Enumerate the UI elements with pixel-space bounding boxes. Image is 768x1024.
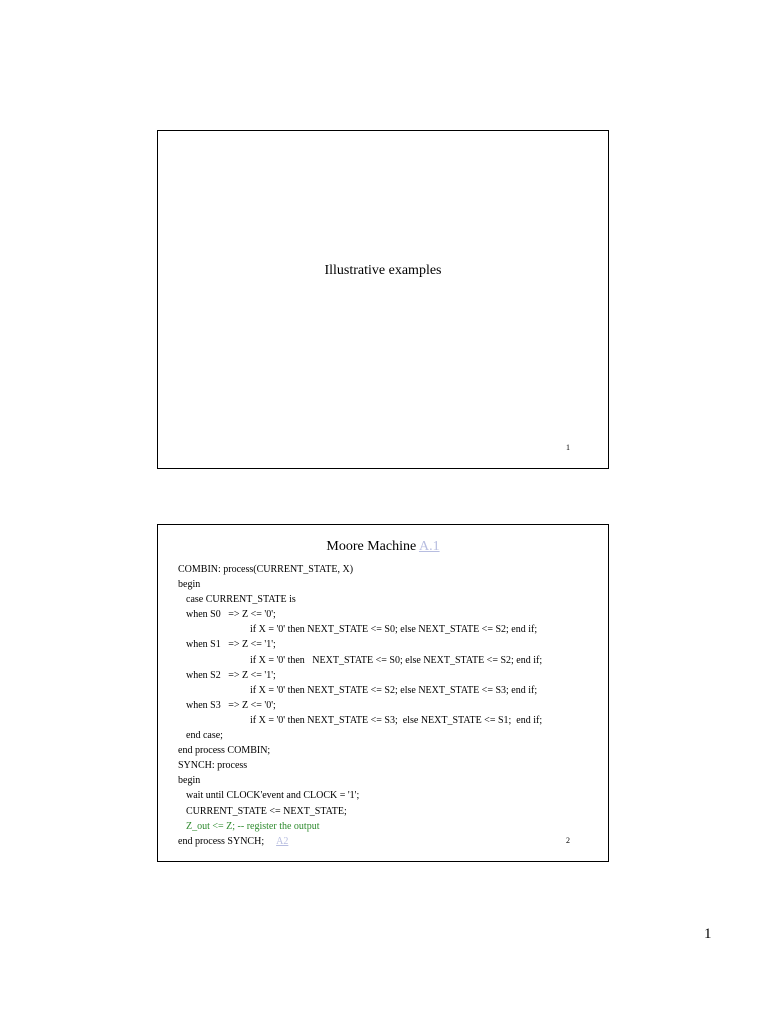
code-line-text: if X = '0' then NEXT_STATE <= S2; else NEXT_STATE <= S3; end if; — [250, 684, 538, 696]
code-line-text: COMBIN: process(CURRENT_STATE, X) — [178, 564, 354, 575]
code-line — [178, 607, 598, 622]
code-line-text: when S3 => Z <= '0'; — [186, 699, 276, 711]
slide-2-number: 2 — [566, 836, 570, 845]
code-line-text: end case; — [186, 730, 223, 742]
code-line — [178, 713, 598, 728]
code-line — [178, 743, 598, 758]
code-line — [178, 804, 598, 819]
code-line — [178, 622, 598, 637]
code-line-text: end process SYNCH; — [178, 835, 265, 847]
slide-1 — [157, 130, 609, 469]
code-line-text: if X = '0' then NEXT_STATE <= S0; else NEXT_STATE <= S2; end if; — [250, 654, 543, 666]
code-block — [178, 562, 598, 849]
slide-2-title: Moore Machine — [326, 539, 417, 554]
code-line-text: when S0 => Z <= '0'; — [186, 609, 276, 621]
slide-1-number: 1 — [566, 443, 570, 452]
code-line — [178, 592, 598, 607]
code-line-text: CURRENT_STATE <= NEXT_STATE; — [186, 805, 347, 817]
code-line-text: end process COMBIN; — [178, 745, 271, 757]
code-line-text: if X = '0' then NEXT_STATE <= S3; else NEXT_STATE <= S1; end if; — [250, 714, 543, 726]
code-line — [178, 773, 598, 788]
code-line — [178, 758, 598, 773]
code-line — [178, 819, 598, 834]
code-line — [178, 562, 598, 577]
code-line — [178, 653, 598, 668]
code-line — [178, 637, 598, 652]
code-line-text: begin — [178, 775, 201, 787]
code-line-text: wait until CLOCK'event and CLOCK = '1'; — [186, 790, 360, 802]
slide-2-title-link[interactable]: A.1 — [418, 539, 440, 554]
code-line — [178, 788, 598, 803]
code-line — [178, 728, 598, 743]
code-line — [178, 683, 598, 698]
code-line-text: begin — [178, 579, 201, 591]
slide-2 — [157, 524, 609, 862]
code-line-text: when S1 => Z <= '1'; — [186, 639, 276, 651]
code-line-text: SYNCH: process — [178, 760, 248, 772]
code-line-text: if X = '0' then NEXT_STATE <= S0; else NEXT_STATE <= S2; end if; — [250, 624, 538, 636]
code-line — [178, 668, 598, 683]
code-line-text: case CURRENT_STATE is — [186, 594, 296, 606]
code-line-text: Z_out <= Z; -- register the output — [186, 820, 320, 832]
page-number: 1 — [704, 926, 712, 942]
code-line — [178, 834, 598, 849]
slide-2-title-row — [158, 539, 608, 555]
code-line — [178, 698, 598, 713]
code-line-text: when S2 => Z <= '1'; — [186, 669, 276, 681]
code-line — [178, 577, 598, 592]
slide-1-title: Illustrative examples — [324, 263, 442, 278]
code-line-link[interactable]: A2 — [276, 835, 289, 847]
